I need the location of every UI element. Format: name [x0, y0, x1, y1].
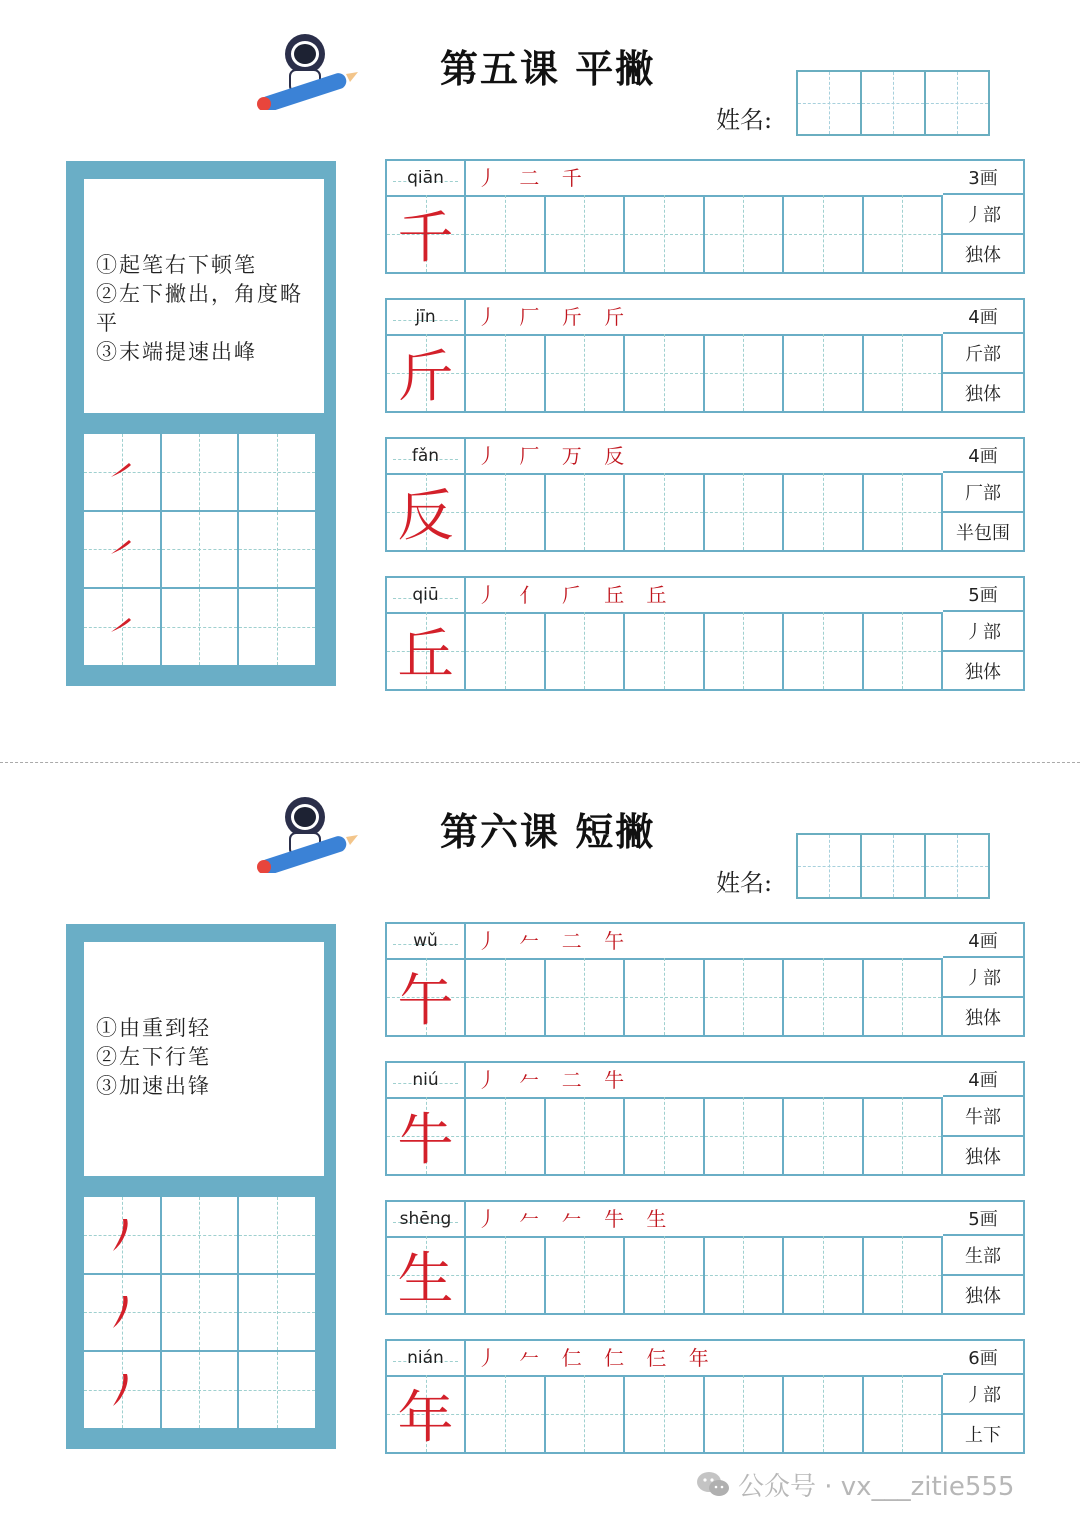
practice-cell[interactable]: [625, 1097, 705, 1174]
tip-item: ③加速出锋: [96, 1074, 211, 1098]
row-header: [387, 1063, 943, 1099]
stroke-count: 6画: [943, 1341, 1023, 1375]
practice-cell[interactable]: [625, 334, 705, 411]
practice-cell[interactable]: [625, 958, 705, 1035]
practice-cells: [466, 1375, 943, 1452]
stroke-order: 丿 厂 斤 斤: [477, 305, 633, 329]
practice-cell[interactable]: [546, 958, 626, 1035]
practice-cell[interactable]: [705, 958, 785, 1035]
model-char: 牛: [397, 1107, 454, 1173]
stroke-practice-grid: [81, 431, 318, 668]
name-label: 姓名:: [716, 869, 773, 897]
char-info: [943, 1202, 1023, 1313]
practice-cell[interactable]: [466, 612, 546, 689]
radical: 牛部: [943, 1097, 1023, 1137]
practice-cell[interactable]: [625, 612, 705, 689]
char-row: [385, 298, 1025, 413]
practice-cell[interactable]: [784, 195, 864, 272]
row-header: [387, 578, 943, 614]
practice-cells: [466, 195, 943, 272]
practice-cell[interactable]: [864, 334, 944, 411]
row-header: [387, 161, 943, 197]
radical: 丿部: [943, 958, 1023, 998]
practice-cell[interactable]: [466, 334, 546, 411]
tip-item: ①由重到轻: [96, 1016, 211, 1040]
stroke-order: 丿 𠂉 仁 仁 仨 年: [477, 1346, 717, 1370]
structure: 独体: [965, 1285, 1001, 1307]
stroke-tips: [84, 942, 324, 1176]
row-header: [387, 924, 943, 960]
pinyin: [387, 1341, 466, 1375]
short-pie-stroke-icon: [107, 1215, 137, 1255]
char-row: [385, 922, 1025, 1037]
model-char-cell: [387, 612, 466, 689]
practice-cells: [466, 612, 943, 689]
char-info: [943, 1341, 1023, 1452]
practice-cell[interactable]: [466, 195, 546, 272]
stroke-count: 5画: [943, 1202, 1023, 1236]
char-info: [943, 924, 1023, 1035]
radical: 丿部: [943, 195, 1023, 235]
stroke-cell[interactable]: [83, 1351, 161, 1429]
practice-cell[interactable]: [546, 612, 626, 689]
flat-pie-stroke-icon: [107, 457, 137, 487]
pinyin-text: qiū: [412, 585, 439, 605]
lesson-1: [0, 0, 1080, 760]
stroke-order: 丿 𠂉 二 牛: [477, 1068, 633, 1092]
stroke-cell[interactable]: [161, 1196, 239, 1274]
lesson-title: 第五课 平撇: [440, 46, 656, 91]
practice-cell[interactable]: [466, 1375, 546, 1452]
stroke-order: 丿 𠂉 二 午: [477, 929, 633, 953]
pinyin: [387, 439, 466, 473]
practice-cell[interactable]: [466, 473, 546, 550]
practice-cell[interactable]: [705, 1097, 785, 1174]
radical: 厂部: [943, 473, 1023, 513]
tip-item: ③末端提速出峰: [96, 340, 257, 364]
astronaut-pencil-icon: [250, 783, 360, 873]
pinyin: [387, 1202, 466, 1236]
practice-cell[interactable]: [784, 1375, 864, 1452]
practice-cell[interactable]: [546, 334, 626, 411]
stroke-count: 5画: [943, 578, 1023, 612]
char-info: [943, 1063, 1023, 1174]
model-char: 生: [397, 1246, 454, 1312]
name-label: 姓名:: [716, 106, 773, 134]
model-char-cell: [387, 1097, 466, 1174]
practice-cell[interactable]: [864, 958, 944, 1035]
char-row: [385, 1200, 1025, 1315]
stroke-cell[interactable]: [238, 1196, 316, 1274]
char-row: [385, 437, 1025, 552]
tip-item: ②左下行笔: [96, 1045, 211, 1069]
astronaut-pencil-icon: [250, 20, 360, 110]
char-info: [943, 439, 1023, 550]
practice-cells: [466, 1097, 943, 1174]
practice-cell[interactable]: [705, 473, 785, 550]
char-info: [943, 300, 1023, 411]
short-pie-stroke-icon: [107, 1292, 137, 1332]
practice-cell[interactable]: [864, 473, 944, 550]
structure: 独体: [965, 1007, 1001, 1029]
watermark-text: 公众号 · vx___zitie555: [738, 1472, 1015, 1502]
stroke-cell[interactable]: [161, 433, 239, 511]
practice-cells: [466, 473, 943, 550]
practice-cell[interactable]: [864, 1097, 944, 1174]
model-char: 丘: [397, 622, 454, 688]
structure: 独体: [965, 1146, 1001, 1168]
radical: 丿部: [943, 612, 1023, 652]
stroke-cell[interactable]: [83, 1196, 161, 1274]
practice-cell[interactable]: [705, 612, 785, 689]
name-cell[interactable]: [862, 835, 926, 897]
pinyin-text: wǔ: [413, 931, 438, 951]
practice-cell[interactable]: [466, 1236, 546, 1313]
structure: 上下: [965, 1424, 1001, 1446]
practice-cell[interactable]: [625, 1236, 705, 1313]
model-char: 午: [397, 968, 454, 1034]
practice-cell[interactable]: [546, 195, 626, 272]
practice-cell[interactable]: [784, 1236, 864, 1313]
pinyin: [387, 161, 466, 195]
stroke-order: 丿 亻 𠂆 丘 丘: [477, 583, 675, 607]
practice-cell[interactable]: [864, 612, 944, 689]
tip-item: ②左下撇出，角度略平: [96, 282, 303, 335]
stroke-cell[interactable]: [83, 511, 161, 589]
pinyin: [387, 924, 466, 958]
name-cell[interactable]: [926, 72, 988, 134]
pinyin: [387, 1063, 466, 1097]
flat-pie-stroke-icon: [107, 612, 137, 642]
practice-cell[interactable]: [625, 1375, 705, 1452]
practice-cell[interactable]: [546, 473, 626, 550]
pinyin-text: fǎn: [411, 446, 440, 466]
stroke-cell[interactable]: [238, 1274, 316, 1352]
stroke-order: 丿 厂 万 反: [477, 444, 633, 468]
model-char-cell: [387, 473, 466, 550]
stroke-count: 4画: [943, 924, 1023, 958]
pinyin-text: shēng: [399, 1209, 452, 1229]
stroke-cell[interactable]: [161, 588, 239, 666]
practice-cell[interactable]: [784, 1097, 864, 1174]
stroke-count: 3画: [943, 161, 1023, 195]
name-cell[interactable]: [926, 835, 988, 897]
practice-cell[interactable]: [466, 1097, 546, 1174]
name-cell[interactable]: [862, 72, 926, 134]
pinyin-text: niú: [412, 1070, 439, 1090]
short-pie-stroke-icon: [107, 1370, 137, 1410]
stroke-order: 丿 𠂉 𠂉 牛 生: [477, 1207, 675, 1231]
stroke-cell[interactable]: [83, 588, 161, 666]
stroke-cell[interactable]: [238, 588, 316, 666]
pinyin-text: nián: [407, 1348, 444, 1368]
structure: 独体: [965, 244, 1001, 266]
pinyin-text: jīn: [415, 307, 436, 327]
stroke-order: 丿 二 千: [477, 166, 590, 190]
practice-cell[interactable]: [784, 473, 864, 550]
row-header: [387, 1341, 943, 1377]
practice-cell[interactable]: [625, 195, 705, 272]
flat-pie-stroke-icon: [107, 534, 137, 564]
stroke-cell[interactable]: [161, 511, 239, 589]
row-header: [387, 300, 943, 336]
practice-cell[interactable]: [546, 1097, 626, 1174]
lesson-title: 第六课 短撇: [440, 809, 656, 854]
stroke-cell[interactable]: [238, 1351, 316, 1429]
tip-item: ①起笔右下顿笔: [96, 253, 257, 277]
model-char: 千: [397, 205, 454, 271]
row-header: [387, 439, 943, 475]
name-cell[interactable]: [798, 72, 862, 134]
stroke-cell[interactable]: [238, 511, 316, 589]
stroke-count: 4画: [943, 1063, 1023, 1097]
model-char: 年: [397, 1385, 454, 1451]
pinyin: [387, 300, 466, 334]
practice-cell[interactable]: [705, 195, 785, 272]
structure: 半包围: [956, 522, 1010, 544]
pinyin: [387, 578, 466, 612]
name-input-grid[interactable]: [796, 70, 990, 136]
structure: 独体: [965, 383, 1001, 405]
stroke-cell[interactable]: [83, 433, 161, 511]
radical: 斤部: [943, 334, 1023, 374]
stroke-tips: [84, 179, 324, 413]
name-cell[interactable]: [798, 835, 862, 897]
row-header: [387, 1202, 943, 1238]
char-row: [385, 1339, 1025, 1454]
practice-cell[interactable]: [864, 1375, 944, 1452]
stroke-panel: [66, 924, 336, 1449]
char-info: [943, 161, 1023, 272]
stroke-panel: [66, 161, 336, 686]
stroke-cell[interactable]: [161, 1274, 239, 1352]
practice-cell[interactable]: [546, 1236, 626, 1313]
model-char-cell: [387, 334, 466, 411]
practice-cell[interactable]: [864, 195, 944, 272]
char-row: [385, 576, 1025, 691]
practice-cell[interactable]: [705, 1236, 785, 1313]
practice-cell[interactable]: [546, 1375, 626, 1452]
char-info: [943, 578, 1023, 689]
char-row: [385, 1061, 1025, 1176]
practice-cell[interactable]: [864, 1236, 944, 1313]
model-char: 斤: [397, 344, 454, 410]
model-char: 反: [397, 483, 454, 549]
practice-cell[interactable]: [784, 958, 864, 1035]
practice-cell[interactable]: [466, 958, 546, 1035]
name-input-grid[interactable]: [796, 833, 990, 899]
practice-cell[interactable]: [625, 473, 705, 550]
stroke-cell[interactable]: [83, 1274, 161, 1352]
model-char-cell: [387, 958, 466, 1035]
stroke-cell[interactable]: [238, 433, 316, 511]
stroke-count: 4画: [943, 300, 1023, 334]
model-char-cell: [387, 195, 466, 272]
practice-cells: [466, 958, 943, 1035]
stroke-count: 4画: [943, 439, 1023, 473]
model-char-cell: [387, 1375, 466, 1452]
pinyin-text: qiān: [407, 168, 444, 188]
practice-cell[interactable]: [784, 334, 864, 411]
practice-cells: [466, 334, 943, 411]
char-row: [385, 159, 1025, 274]
radical: 丿部: [943, 1375, 1023, 1415]
practice-cells: [466, 1236, 943, 1313]
wechat-icon: [696, 1471, 730, 1499]
model-char-cell: [387, 1236, 466, 1313]
watermark: [696, 1466, 1014, 1503]
practice-cell[interactable]: [705, 334, 785, 411]
structure: 独体: [965, 661, 1001, 683]
stroke-cell[interactable]: [161, 1351, 239, 1429]
practice-cell[interactable]: [784, 612, 864, 689]
radical: 生部: [943, 1236, 1023, 1276]
practice-cell[interactable]: [705, 1375, 785, 1452]
lesson-2: [0, 763, 1080, 1523]
stroke-practice-grid: [81, 1194, 318, 1431]
